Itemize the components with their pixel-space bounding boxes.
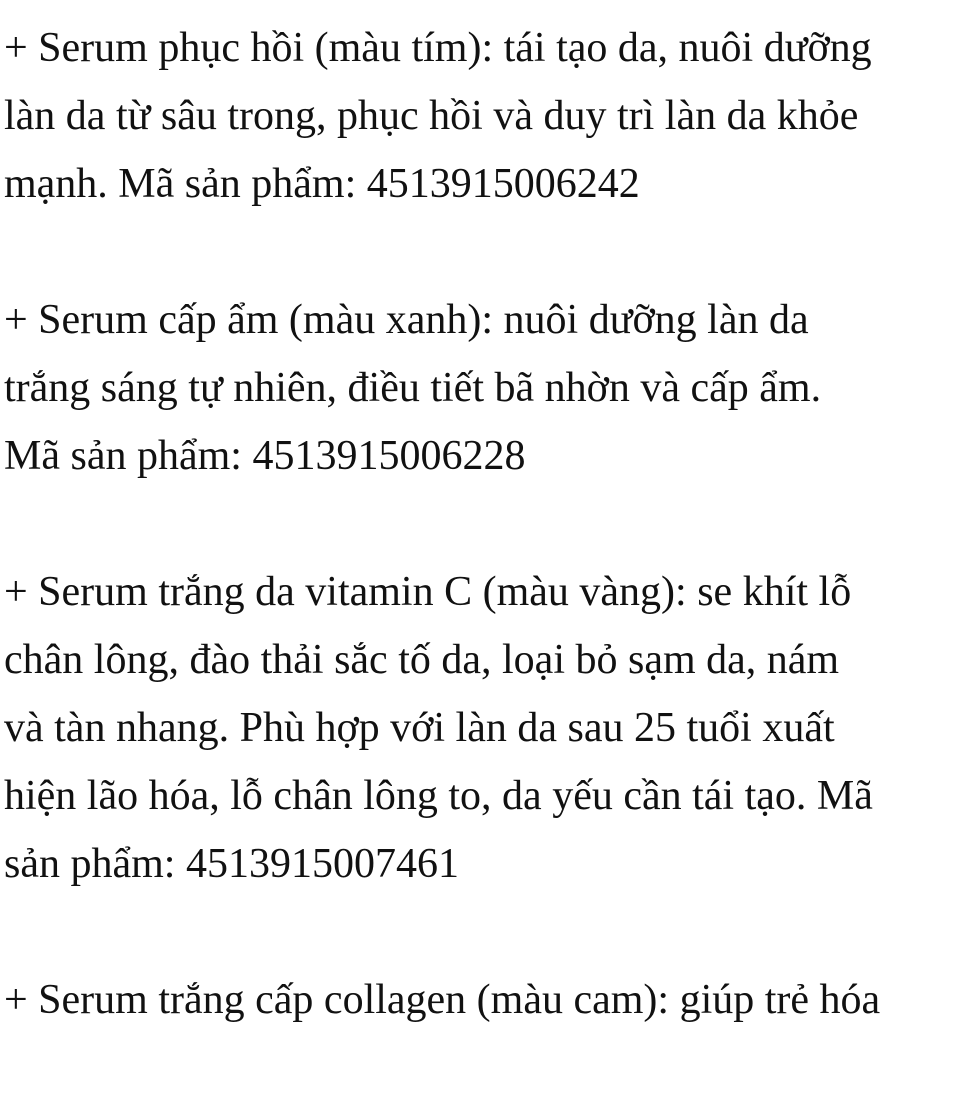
- text-line: mạnh. Mã sản phẩm: 4513915006242: [4, 161, 640, 207]
- text-line: hiện lão hóa, lỗ chân lông to, da yếu cần tái tạo. Mã: [4, 773, 873, 819]
- text-line: sản phẩm: 4513915007461: [4, 841, 459, 887]
- document-body: [4, 14, 956, 1102]
- serum-collagen-paragraph: [4, 966, 956, 1034]
- serum-vitamin-c-paragraph: [4, 558, 956, 898]
- text-line: + Serum phục hồi (màu tím): tái tạo da, nuôi dưỡng: [4, 25, 872, 71]
- text-line: chân lông, đào thải sắc tố da, loại bỏ sạm da, nám: [4, 637, 840, 683]
- serum-repair-paragraph: [4, 14, 956, 218]
- serum-hydrating-paragraph: [4, 286, 956, 490]
- text-line: làn da từ sâu trong, phục hồi và duy trì làn da khỏe: [4, 93, 859, 139]
- text-line: trắng sáng tự nhiên, điều tiết bã nhờn và cấp ẩm.: [4, 365, 822, 411]
- text-line: + Serum trắng da vitamin C (màu vàng): se khít lỗ: [4, 569, 852, 615]
- text-line: Mã sản phẩm: 4513915006228: [4, 433, 526, 479]
- text-line: + Serum trắng cấp collagen (màu cam): giúp trẻ hóa: [4, 977, 881, 1023]
- text-line: + Serum cấp ẩm (màu xanh): nuôi dưỡng làn da: [4, 297, 809, 343]
- text-line: và tàn nhang. Phù hợp với làn da sau 25 tuổi xuất: [4, 705, 835, 751]
